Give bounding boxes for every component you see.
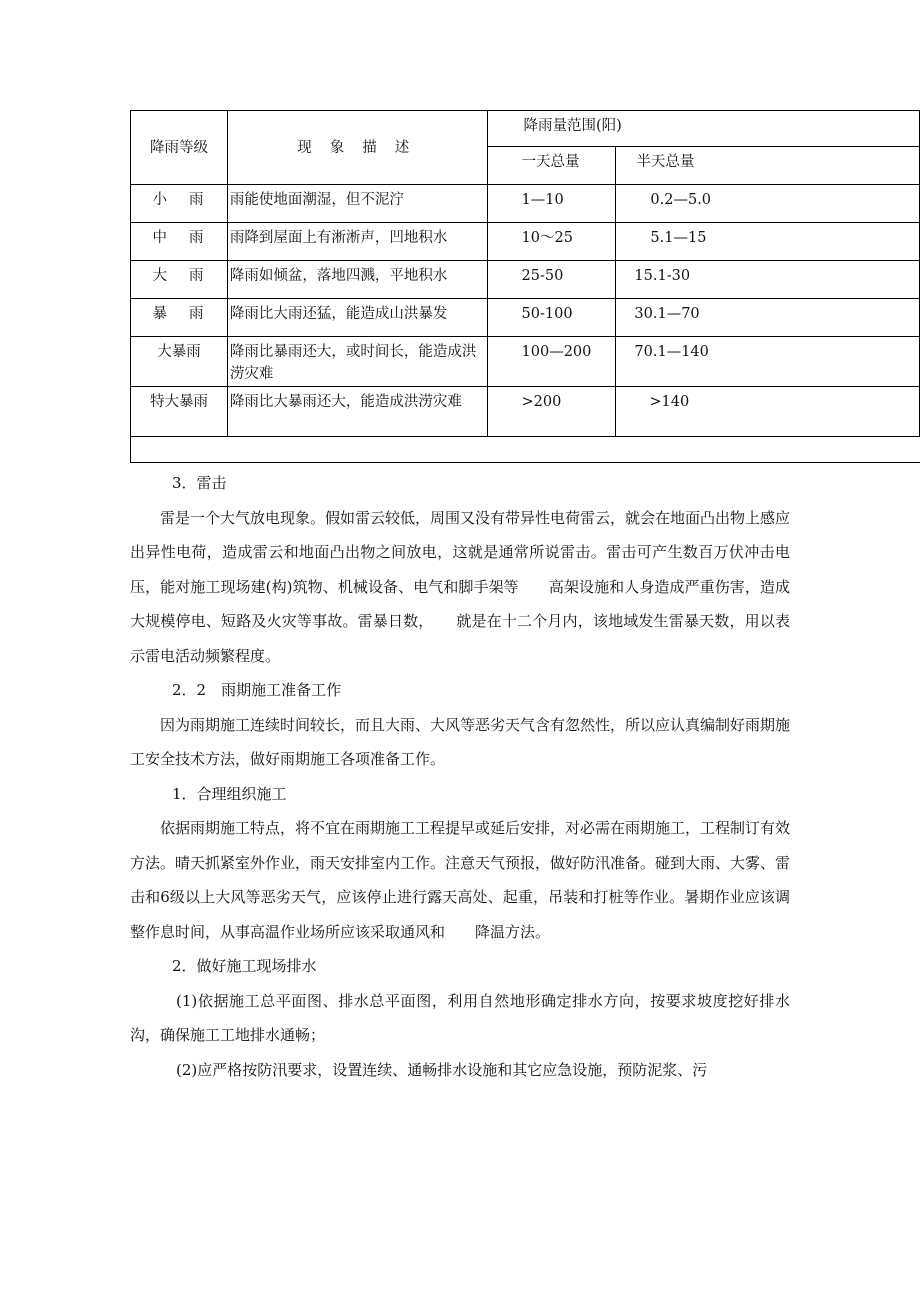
- table-row: [131, 185, 920, 223]
- row-day: >200: [487, 387, 616, 437]
- row-half: 0.2—5.0: [616, 185, 920, 223]
- row-level: 小雨: [131, 185, 228, 223]
- paragraph: 雷是一个大气放电现象。假如雷云较低，周围又没有带异性电荷雷云，就会在地面凸出物上感应出异性电荷，造成雷云和地面凸出物之间放电，这就是通常所说雷击。雷击可产生数百万伏冲击电压，能对施工现场建(构)筑物、机械设备、电气和脚手架等 高架设施和人身造成严重伤害，造成大规模停电、短路及火灾等事故。雷暴日数， 就是在十二个月内，该地域发生雷暴天数，用以表示雷电活动频繁程度。: [130, 508, 791, 665]
- paragraph: 依据雨期施工特点，将不宜在雨期施工工程提早或延后安排，对必需在雨期施工，工程制订有效方法。晴天抓紧室外作业，雨天安排室内工作。注意天气预报，做好防汛准备。碰到大雨、大雾、雷击和6级以上大风等恶劣天气，应该停止进行露天高处、起重，吊装和打桩等作业。暑期作业应该调整作息时间，从事高温作业场所应该采取通风和 降温方法。: [130, 819, 791, 941]
- row-description: 雨降到屋面上有淅淅声，凹地积水: [227, 223, 487, 261]
- row-level: 大雨: [131, 261, 228, 299]
- row-half: 30.1—70: [616, 299, 920, 337]
- row-level: 大暴雨: [131, 337, 228, 387]
- table-row: [131, 261, 920, 299]
- row-level: 特大暴雨: [131, 387, 228, 437]
- row-half: >140: [616, 387, 920, 437]
- row-day: 25-50: [487, 261, 616, 299]
- row-level: 暴雨: [131, 299, 228, 337]
- header-half-day-total: 半天总量: [616, 147, 920, 185]
- row-description: 降雨比暴雨还大，或时间长，能造成洪涝灾难: [227, 337, 487, 387]
- table-blank-row: [131, 437, 920, 463]
- table-row: [131, 223, 920, 261]
- row-description: 降雨如倾盆，落地四溅，平地积水: [227, 261, 487, 299]
- row-description: 降雨比大雨还猛，能造成山洪暴发: [227, 299, 487, 337]
- section-heading: 3．雷击: [172, 474, 227, 492]
- row-half: 15.1-30: [616, 261, 920, 299]
- table-row: [131, 387, 920, 437]
- row-day: 50-100: [487, 299, 616, 337]
- header-level: 降雨等级: [131, 111, 228, 185]
- row-day: 10～25: [487, 223, 616, 261]
- list-item: (1)依据施工总平面图、排水总平面图，利用自然地形确定排水方向，按要求坡度挖好排水沟，确保施工工地排水通畅；: [130, 991, 790, 1044]
- rainfall-level-table: [130, 110, 920, 463]
- header-range: 降雨量范围(阳): [487, 111, 919, 147]
- row-description: 雨能使地面潮湿，但不泥泞: [227, 185, 487, 223]
- paragraph: 因为雨期施工连续时间较长，而且大雨、大风等恶劣天气含有忽然性，所以应认真编制好雨期施工安全技术方法，做好雨期施工各项准备工作。: [130, 715, 791, 768]
- table-row: [131, 337, 920, 387]
- table-row: [131, 299, 920, 337]
- section-heading: 2．做好施工现场排水: [172, 957, 317, 975]
- list-item: (2)应严格按防汛要求，设置连续、通畅排水设施和其它应急设施，预防泥浆、污: [176, 1060, 708, 1079]
- row-description: 降雨比大暴雨还大，能造成洪涝灾难: [227, 387, 487, 437]
- section-heading: 1．合理组织施工: [172, 784, 287, 803]
- row-level: 中雨: [131, 223, 228, 261]
- header-description: 现象描述: [227, 111, 487, 185]
- body-text: [130, 466, 790, 1087]
- row-half: 5.1—15: [616, 223, 920, 261]
- row-day: 1—10: [487, 185, 616, 223]
- header-day-total: 一天总量: [487, 147, 616, 185]
- section-heading: 2．2 雨期施工准备工作: [172, 681, 342, 699]
- row-half: 70.1—140: [616, 337, 920, 387]
- row-day: 100—200: [487, 337, 616, 387]
